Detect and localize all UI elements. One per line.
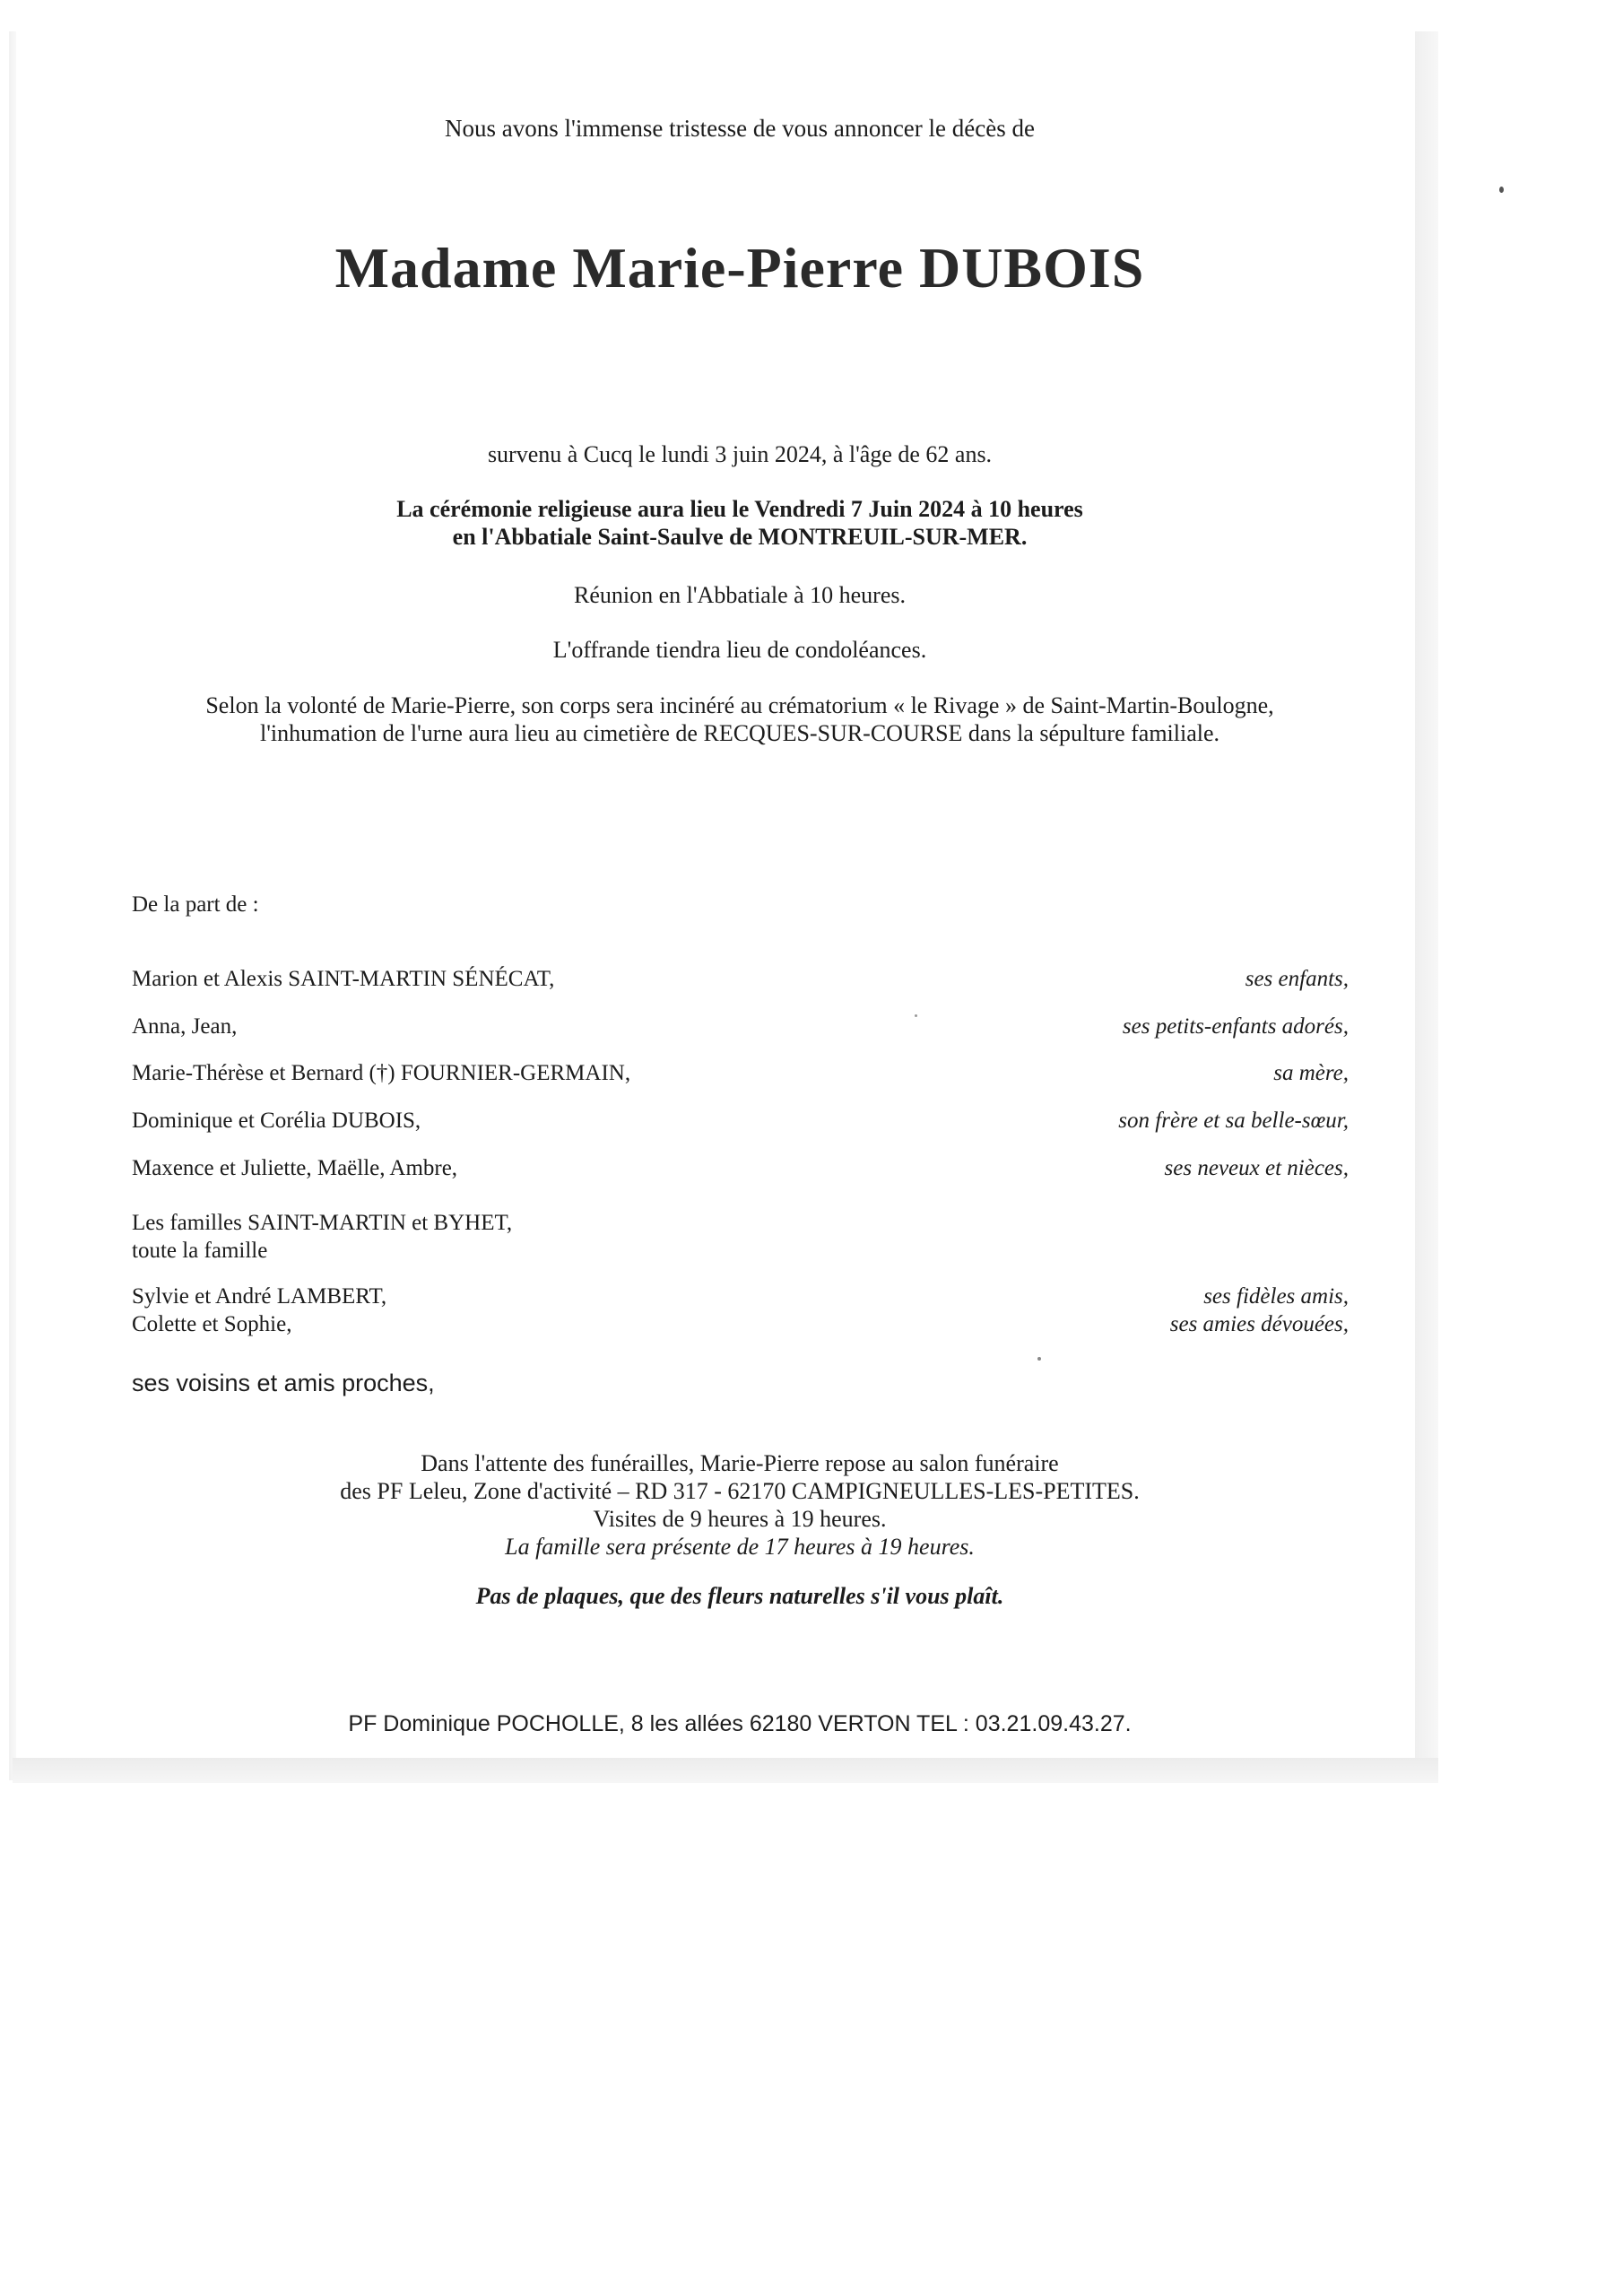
scan-edge-bottom [13, 1758, 1438, 1783]
neighbours-text: ses voisins et amis proches, [132, 1370, 435, 1396]
family-relation-5: ses neveux et nièces, [1164, 1156, 1349, 1180]
family-names-3: Marie-Thérèse et Bernard (†) FOURNIER-GERMAIN, [132, 1061, 631, 1085]
scan-speck [1499, 187, 1504, 193]
meeting-text: Réunion en l'Abbatiale à 10 heures. [573, 582, 907, 608]
visitation-line-1: Dans l'attente des funérailles, Marie-Pierre repose au salon funéraire [421, 1450, 1059, 1476]
death-text: survenu à Cucq le lundi 3 juin 2024, à l'âge de 62 ans. [487, 441, 993, 467]
visitation-line-4: La famille sera présente de 17 heures à 19 heures. [505, 1534, 975, 1560]
scan-speck [915, 1014, 917, 1017]
family-relation-4: son frère et sa belle-sœur, [1118, 1109, 1349, 1133]
visitation-line-2: des PF Leleu, Zone d'activité – RD 317 - 62170 CAMPIGNEULLES-LES-PETITES. [340, 1478, 1140, 1504]
ceremony-line-1: La cérémonie religieuse aura lieu le Vendredi 7 Juin 2024 à 10 heures [396, 496, 1083, 522]
friends-relation-2: ses amies dévouées, [1169, 1312, 1349, 1336]
family-names-2: Anna, Jean, [132, 1014, 238, 1039]
cremation-line-2: l'inhumation de l'urne aura lieu au cimetière de RECQUES-SUR-COURSE dans la sépulture familiale. [259, 720, 1220, 746]
intro-text: Nous avons l'immense tristesse de vous annoncer le décès de [445, 115, 1035, 142]
family-relation-2: ses petits-enfants adorés, [1122, 1014, 1349, 1039]
cremation-line-1: Selon la volonté de Marie-Pierre, son corps sera incinéré au crématorium « le Rivage » de Saint-Martin-Boulogne, [205, 692, 1274, 718]
ceremony-line-2: en l'Abbatiale Saint-Saulve de MONTREUIL-SUR-MER. [452, 524, 1028, 550]
deceased-name: Madame Marie-Pierre DUBOIS [334, 236, 1145, 300]
family-names-1: Marion et Alexis SAINT-MARTIN SÉNÉCAT, [132, 967, 555, 991]
family-names-5: Maxence et Juliette, Maëlle, Ambre, [132, 1156, 458, 1180]
family-relation-1: ses enfants, [1245, 967, 1349, 991]
family-relation-3: sa mère, [1273, 1061, 1349, 1085]
offering-text: L'offrande tiendra lieu de condoléances. [552, 637, 927, 663]
friends-relation-1: ses fidèles amis, [1203, 1284, 1349, 1309]
family-heading: De la part de : [132, 892, 259, 917]
flowers-notice: Pas de plaques, que des fleurs naturelles s'il vous plaît. [475, 1583, 1004, 1609]
family-names-4: Dominique et Corélia DUBOIS, [132, 1109, 421, 1133]
scan-speck [1037, 1357, 1041, 1361]
visitation-line-3: Visites de 9 heures à 19 heures. [593, 1506, 887, 1532]
families-line-1: Les familles SAINT-MARTIN et BYHET, [132, 1211, 513, 1235]
families-line-2: toute la famille [132, 1239, 268, 1263]
friends-line-2: Colette et Sophie, [132, 1312, 292, 1336]
friends-line-1: Sylvie et André LAMBERT, [132, 1284, 387, 1309]
funeral-home-contact: PF Dominique POCHOLLE, 8 les allées 62180 VERTON TEL : 03.21.09.43.27. [348, 1711, 1132, 1736]
